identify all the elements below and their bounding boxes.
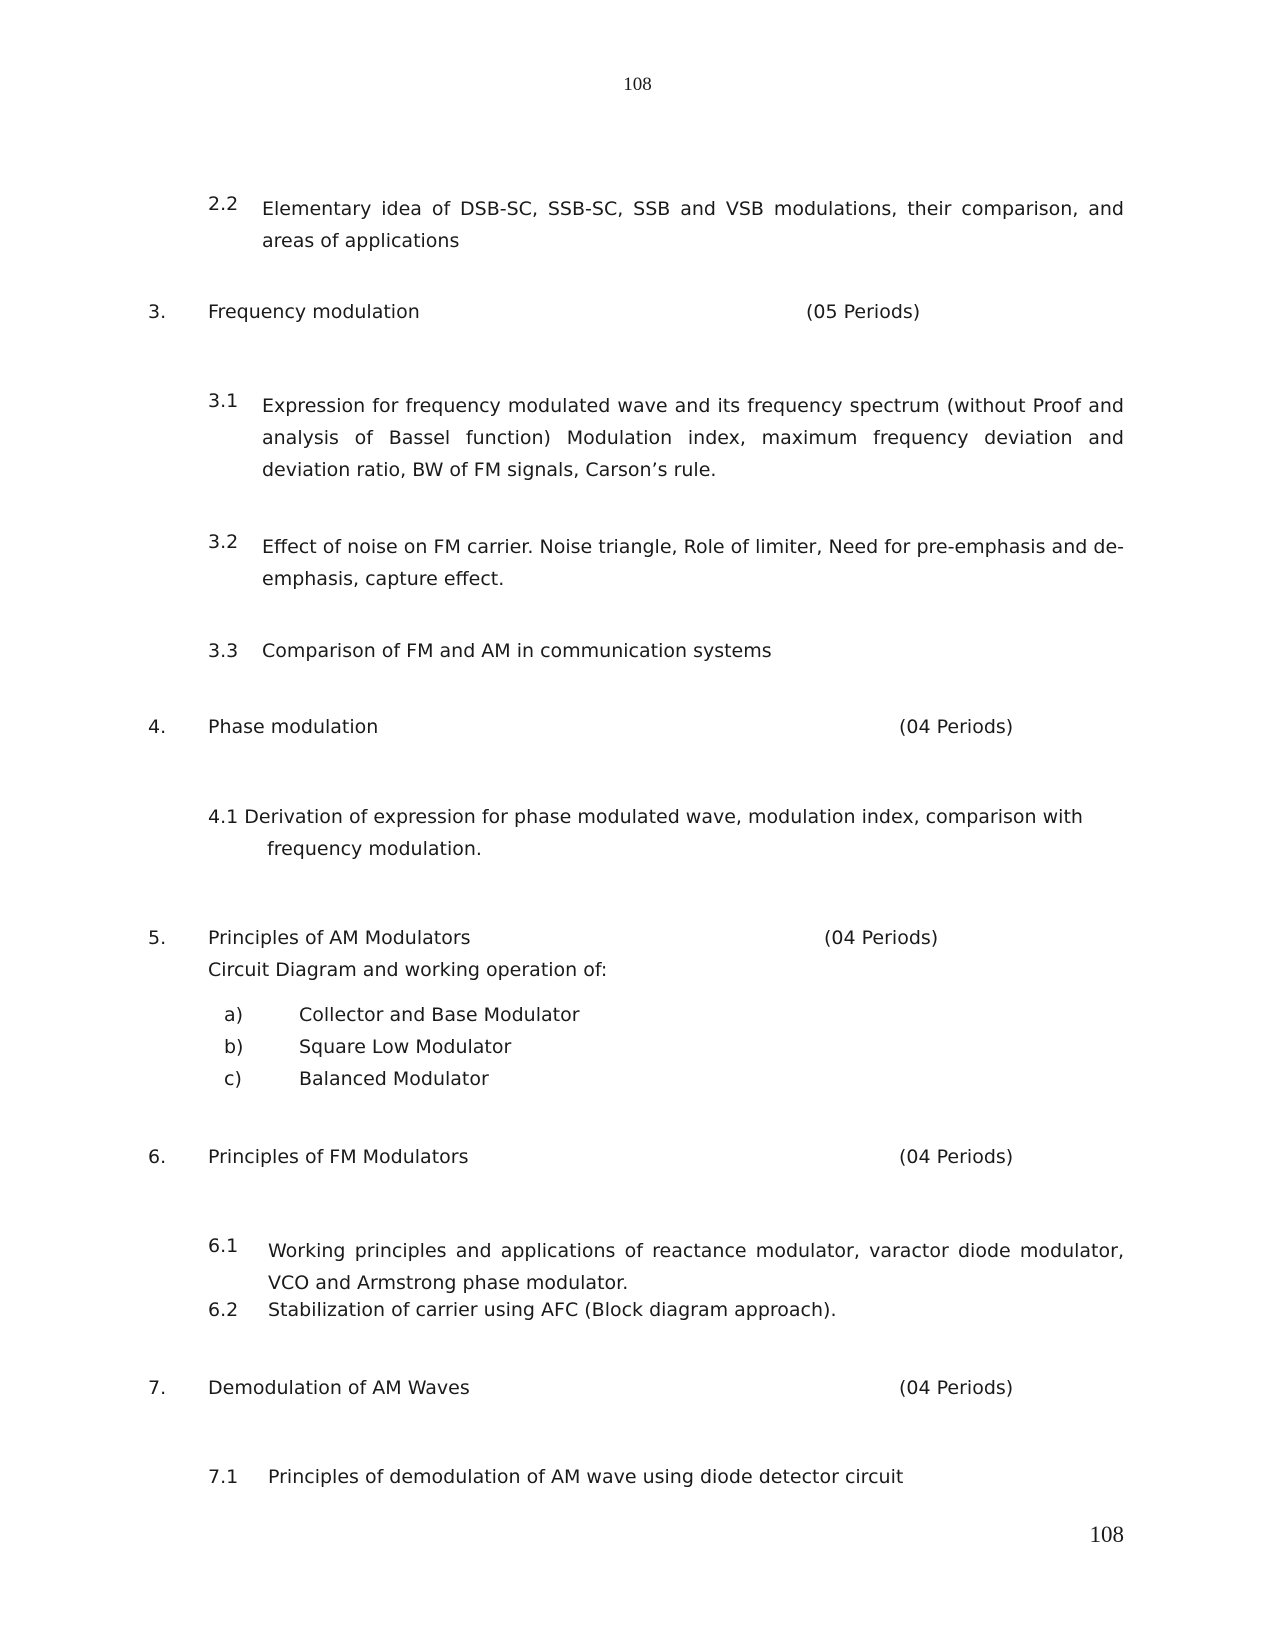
list-item-a: Collector and Base Modulator [299,1004,580,1026]
section-periods-3: (05 Periods) [806,301,921,323]
list-item-b: Square Low Modulator [299,1036,512,1058]
item-text-6-1: Working principles and applications of reactance modulator, varactor diode modulator, VCO and Armstrong phase modulator. [268,1240,1124,1294]
section-title-3: Frequency modulation [208,301,420,323]
list-label-a: a) [224,1004,244,1026]
item-text-2-2: Elementary idea of DSB-SC, SSB-SC, SSB and VSB modulations, their comparison, and areas of applications [262,198,1124,252]
item-number-7-1: 7.1 [208,1466,239,1488]
list-item-c: Balanced Modulator [299,1068,489,1090]
item-number-2-2: 2.2 [208,193,239,215]
item-number-6-2: 6.2 [208,1299,239,1321]
item-text-7-1: Principles of demodulation of AM wave using diode detector circuit [268,1466,904,1488]
item-number-3-3: 3.3 [208,640,239,662]
page-number-top: 108 [623,74,652,95]
section-title-7: Demodulation of AM Waves [208,1377,470,1399]
item-text-4-1-line2: frequency modulation. [267,838,482,860]
section-title-6: Principles of FM Modulators [208,1146,469,1168]
page-number-bottom: 108 [1089,1522,1124,1547]
item-text-3-1: Expression for frequency modulated wave and its frequency spectrum (without Proof and analysis of Bassel function) Modulation index, maximum frequency deviation and deviation ratio, BW of FM signals, Carson’s rule. [262,395,1124,481]
item-text-3-2: Effect of noise on FM carrier. Noise triangle, Role of limiter, Need for pre-emphasis and de-emphasis, capture effect. [262,536,1124,590]
item-number-6-1: 6.1 [208,1235,239,1257]
section-subtitle-5: Circuit Diagram and working operation of: [208,959,608,981]
section-title-4: Phase modulation [208,716,379,738]
section-number-7: 7. [148,1377,167,1399]
item-number-3-2: 3.2 [208,531,239,553]
section-number-3: 3. [148,301,167,323]
list-label-c: c) [224,1068,242,1090]
item-text-6-2: Stabilization of carrier using AFC (Block diagram approach). [268,1299,837,1321]
section-title-5: Principles of AM Modulators [208,927,471,949]
item-text-3-3: Comparison of FM and AM in communication systems [262,640,772,662]
section-number-6: 6. [148,1146,167,1168]
item-number-3-1: 3.1 [208,390,239,412]
list-label-b: b) [224,1036,244,1058]
section-number-5: 5. [148,927,167,949]
section-periods-4: (04 Periods) [899,716,1014,738]
section-periods-5: (04 Periods) [824,927,939,949]
section-periods-7: (04 Periods) [899,1377,1014,1399]
section-number-4: 4. [148,716,167,738]
item-text-4-1-line1: 4.1 Derivation of expression for phase modulated wave, modulation index, comparison with [208,806,1083,828]
section-periods-6: (04 Periods) [899,1146,1014,1168]
